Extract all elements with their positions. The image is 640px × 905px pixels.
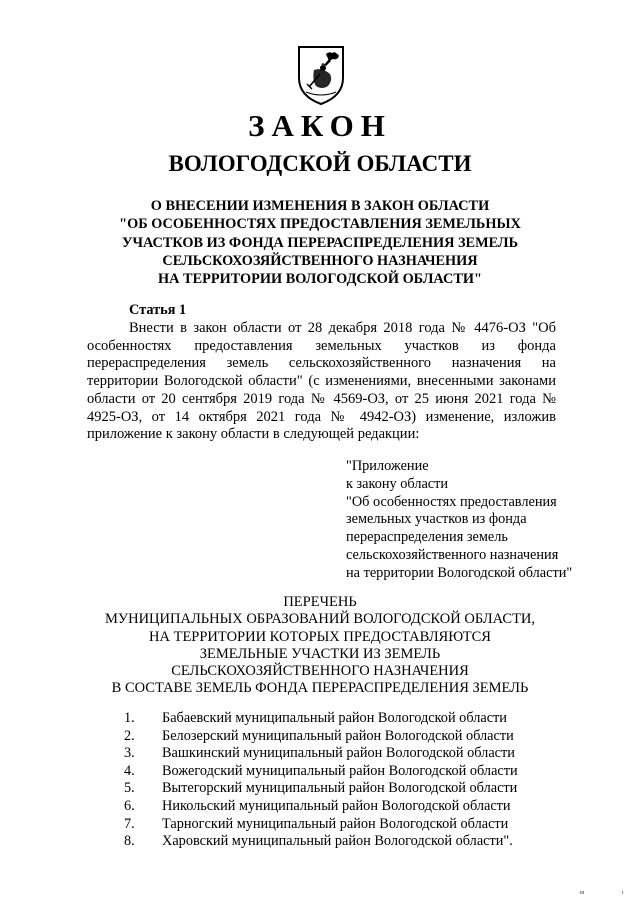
- item-number: 7.: [124, 815, 135, 832]
- item-text: Белозерский муниципальный район Вологодской области: [162, 727, 514, 744]
- item-text: Тарногский муниципальный район Вологодской области: [162, 815, 509, 832]
- appendix-line: на территории Вологодской области": [346, 564, 573, 581]
- law-subject: [100, 197, 540, 288]
- subject-line: О ВНЕСЕНИИ ИЗМЕНЕНИЯ В ЗАКОН ОБЛАСТИ: [150, 198, 490, 214]
- list-item: [124, 710, 518, 728]
- list-item: [124, 833, 518, 851]
- article-heading: Статья 1: [129, 302, 187, 318]
- list-item: [124, 798, 518, 816]
- subject-line: НА ТЕРРИТОРИИ ВОЛОГОДСКОЙ ОБЛАСТИ": [158, 271, 482, 288]
- law-title: ЗАКОН: [248, 108, 392, 143]
- subject-line: УЧАСТКОВ ИЗ ФОНДА ПЕРЕРАСПРЕДЕЛЕНИЯ ЗЕМЕЛЬ: [121, 234, 519, 251]
- item-text: Харовский муниципальный район Вологодской области".: [162, 833, 513, 850]
- footer-mark: ııı: [580, 890, 585, 896]
- item-text: Вожегодский муниципальный район Вологодской области: [162, 762, 518, 779]
- appendix-line: сельскохозяйственного назначения: [346, 546, 559, 563]
- appendix-reference: [346, 458, 572, 583]
- item-number: 2.: [124, 727, 135, 744]
- item-number: 3.: [124, 745, 135, 762]
- list-item: [124, 763, 518, 781]
- appendix-line: "Приложение: [346, 458, 429, 474]
- appendix-line: к закону области: [346, 475, 449, 492]
- list-item: [124, 745, 518, 763]
- item-number: 4.: [124, 762, 135, 779]
- list-heading: [0, 594, 640, 698]
- list-heading-line: В СОСТАВЕ ЗЕМЕЛЬ ФОНДА ПЕРЕРАСПРЕДЕЛЕНИЯ ЗЕМЕЛЬ: [111, 680, 529, 697]
- appendix-line: "Об особенностях предоставления: [346, 493, 557, 510]
- item-text: Никольский муниципальный район Вологодской области: [162, 797, 511, 814]
- item-text: Бабаевский муниципальный район Вологодской области: [162, 710, 507, 726]
- subject-line: СЕЛЬСКОХОЗЯЙСТВЕННОГО НАЗНАЧЕНИЯ: [162, 252, 478, 269]
- list-heading-line: НА ТЕРРИТОРИИ КОТОРЫХ ПРЕДОСТАВЛЯЮТСЯ: [149, 628, 491, 645]
- list-heading-line: СЕЛЬСКОХОЗЯЙСТВЕННОГО НАЗНАЧЕНИЯ: [171, 663, 469, 680]
- appendix-line: земельных участков из фонда: [346, 511, 527, 528]
- item-number: 6.: [124, 797, 135, 814]
- footer-mark: ı: [622, 890, 624, 896]
- item-number: 1.: [124, 710, 135, 726]
- list-item: [124, 780, 518, 798]
- list-item: [124, 728, 518, 746]
- subject-line: "ОБ ОСОБЕННОСТЯХ ПРЕДОСТАВЛЕНИЯ ЗЕМЕЛЬНЫХ: [119, 216, 521, 233]
- municipality-list: [124, 710, 518, 851]
- item-text: Вашкинский муниципальный район Вологодской области: [162, 745, 515, 762]
- coat-of-arms-icon: [296, 44, 346, 106]
- list-item: [124, 816, 518, 834]
- article-text: Внести в закон области от 28 декабря 2018 года № 4476-ОЗ "Об особенностях предоставления земельных участков из фонда перераспределения земель сельскохозяйственного назначения на территории Вологодской области" (с изменениями, внесенными законами области от 20 сентября 2019 года № 4569-ОЗ, от 25 июня 2021 года № 4925-ОЗ, от 14 октября 2021 года № 4942-ОЗ) изменение, изложив приложение к закону области в следующей редакции:: [87, 320, 556, 443]
- list-heading-line: ПЕРЕЧЕНЬ: [283, 594, 357, 610]
- appendix-line: перераспределения земель: [346, 529, 508, 546]
- list-heading-line: МУНИЦИПАЛЬНЫХ ОБРАЗОВАНИЙ ВОЛОГОДСКОЙ ОБЛАСТИ,: [104, 611, 536, 628]
- item-number: 8.: [124, 833, 135, 850]
- item-text: Вытегорский муниципальный район Вологодской области: [162, 780, 518, 797]
- law-region: ВОЛОГОДСКОЙ ОБЛАСТИ: [168, 151, 472, 176]
- item-number: 5.: [124, 780, 135, 797]
- list-heading-line: ЗЕМЕЛЬНЫЕ УЧАСТКИ ИЗ ЗЕМЕЛЬ: [199, 645, 441, 662]
